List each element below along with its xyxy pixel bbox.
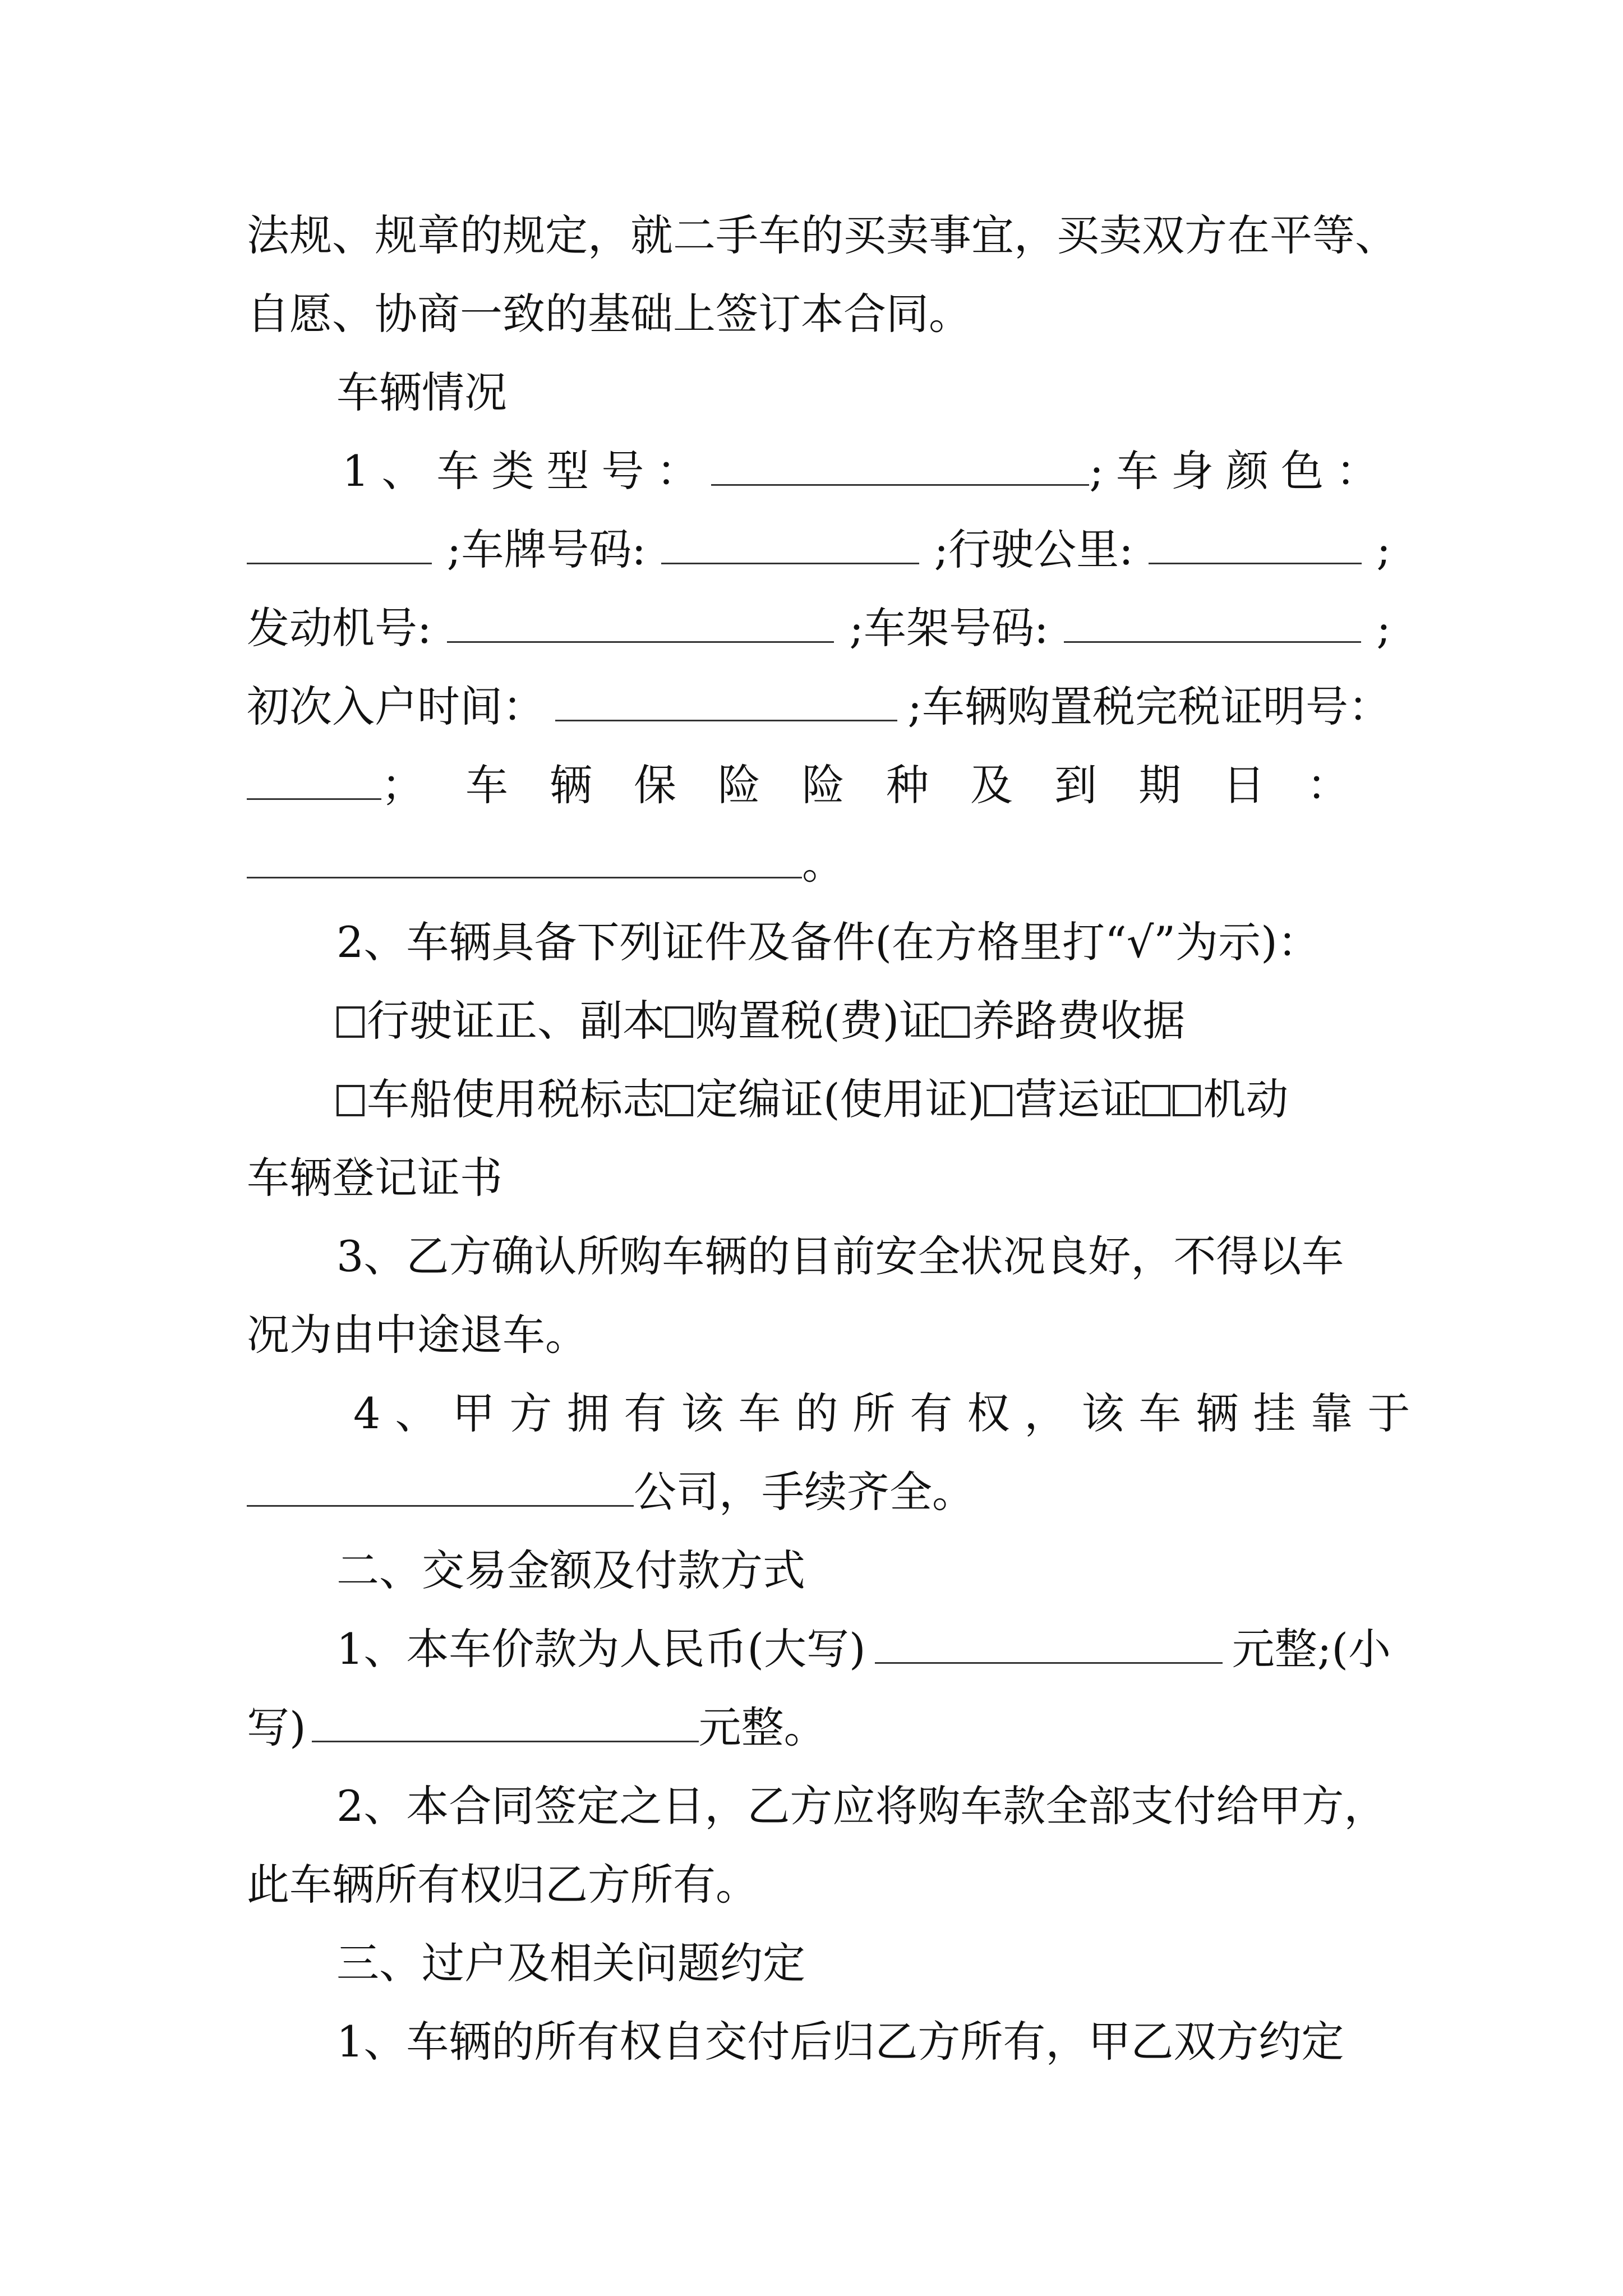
- engine-label: 发动机号:: [247, 603, 432, 653]
- item4-line-1: [353, 1386, 1425, 1442]
- color-label: ;车身颜色：: [1089, 446, 1391, 496]
- item4-text-1: 4、甲方拥有该车的所有权，该车辆挂靠于: [353, 1388, 1425, 1438]
- item2-check-line-1: [336, 993, 1391, 1049]
- mileage-label: ;行驶公里:: [934, 524, 1133, 574]
- item2-check-line-2: [336, 1071, 1391, 1128]
- color-blank[interactable]: [247, 523, 432, 564]
- semicolon: ;: [1376, 603, 1391, 653]
- check-label-license: 行驶证正、副本: [367, 996, 665, 1046]
- item1-line-6: [247, 836, 1391, 892]
- item2-intro: [336, 914, 1391, 970]
- purchase-tax-label: ;车辆购置税完税证明号：: [907, 682, 1391, 731]
- intro-line-1: [247, 208, 1398, 264]
- registration-date-blank[interactable]: [555, 680, 897, 721]
- item4-text-2: 公司，手续齐全。: [634, 1467, 975, 1517]
- check-label-quota: 定编证(使用证): [695, 1074, 985, 1124]
- item1-line-5: [247, 757, 1391, 813]
- purchase-tax-blank[interactable]: [247, 759, 381, 800]
- insurance-blank[interactable]: [247, 838, 802, 878]
- payment-line-2: [247, 1857, 1391, 1913]
- section3-heading-text: 三、过户及相关问题约定: [336, 1938, 805, 1988]
- intro-line-2: [247, 286, 1391, 342]
- price-suffix: 元整;(小: [1232, 1624, 1391, 1674]
- checkbox[interactable]: [942, 1006, 970, 1038]
- item1-line-4: [247, 679, 1391, 735]
- price-lowercase-label: 写): [247, 1703, 306, 1752]
- mileage-blank[interactable]: [1149, 523, 1362, 564]
- item1-line-3: [247, 600, 1391, 656]
- checkbox[interactable]: [665, 1006, 693, 1038]
- item1-line-2: [247, 522, 1391, 578]
- item4-line-2: [247, 1464, 1391, 1520]
- frame-blank[interactable]: [1064, 602, 1361, 643]
- plate-label: ;车牌号码:: [446, 524, 646, 574]
- price-line-2: [247, 1700, 1391, 1756]
- check-label-purchase-tax: 购置税(费)证: [695, 996, 942, 1046]
- item1-line-1: [342, 443, 1391, 499]
- item2-intro-text: 2、车辆具备下列证件及备件(在方格里打“√”为示)：: [336, 917, 1320, 967]
- price-lowercase-suffix: 元整。: [698, 1703, 827, 1752]
- item3-text-2: 况为由中途退车。: [247, 1310, 588, 1360]
- company-blank[interactable]: [247, 1466, 634, 1507]
- period: 。: [802, 839, 845, 889]
- check-label-operation: 营运证: [1015, 1074, 1143, 1124]
- vehicle-heading: [336, 365, 1391, 421]
- intro-text-1: 法规、规章的规定，就二手车的买卖事宜，买卖双方在平等、: [247, 210, 1398, 260]
- frame-label: ;车架号码:: [849, 603, 1049, 653]
- vehicle-heading-text: 车辆情况: [336, 367, 507, 417]
- price-line-1: [336, 1621, 1391, 1677]
- semicolon: ;: [1376, 524, 1391, 574]
- checkbox[interactable]: [336, 1006, 365, 1038]
- insurance-label: ；车辆保险险种及到期日：: [381, 760, 1391, 810]
- item3-text-1: 3、乙方确认所购车辆的目前安全状况良好，不得以车: [336, 1231, 1344, 1281]
- checkbox[interactable]: [984, 1085, 1012, 1116]
- check-label-vessel-tax: 车船使用税标志: [367, 1074, 665, 1124]
- section2-heading: [336, 1543, 1391, 1599]
- check-label-registration: 机动: [1203, 1074, 1289, 1124]
- section2-heading-text: 二、交易金额及付款方式: [336, 1545, 805, 1595]
- price-uppercase-blank[interactable]: [875, 1623, 1223, 1664]
- item3-line-2: [247, 1307, 1391, 1363]
- payment-line-1: [336, 1778, 1391, 1834]
- payment-text-2: 此车辆所有权归乙方所有。: [247, 1860, 758, 1910]
- model-blank[interactable]: [711, 445, 1089, 486]
- checkbox[interactable]: [1173, 1085, 1201, 1116]
- item3-line-1: [336, 1228, 1391, 1285]
- transfer-text-1: 1、车辆的所有权自交付后归乙方所有，甲乙双方约定: [336, 2017, 1344, 2067]
- checkbox[interactable]: [1142, 1085, 1170, 1116]
- check-label-registration-cont: 车辆登记证书: [247, 1153, 502, 1203]
- model-label: 1、车类型号：: [342, 446, 712, 496]
- section3-heading: [336, 1935, 1391, 1991]
- plate-blank[interactable]: [661, 523, 919, 564]
- checkbox[interactable]: [665, 1085, 693, 1116]
- check-label-road-fee: 养路费收据: [972, 996, 1186, 1046]
- registration-date-label: 初次入户时间：: [247, 682, 545, 731]
- checkbox[interactable]: [336, 1085, 365, 1116]
- price-lowercase-blank[interactable]: [312, 1701, 699, 1742]
- transfer-line-1: [336, 2014, 1391, 2070]
- engine-blank[interactable]: [447, 602, 834, 643]
- item2-check-line-3: [247, 1150, 1391, 1206]
- payment-text-1: 2、本合同签定之日，乙方应将购车款全部支付给甲方，: [336, 1781, 1387, 1831]
- price-label: 1、本车价款为人民币(大写): [336, 1624, 866, 1674]
- intro-text-2: 自愿、协商一致的基础上签订本合同。: [247, 289, 971, 339]
